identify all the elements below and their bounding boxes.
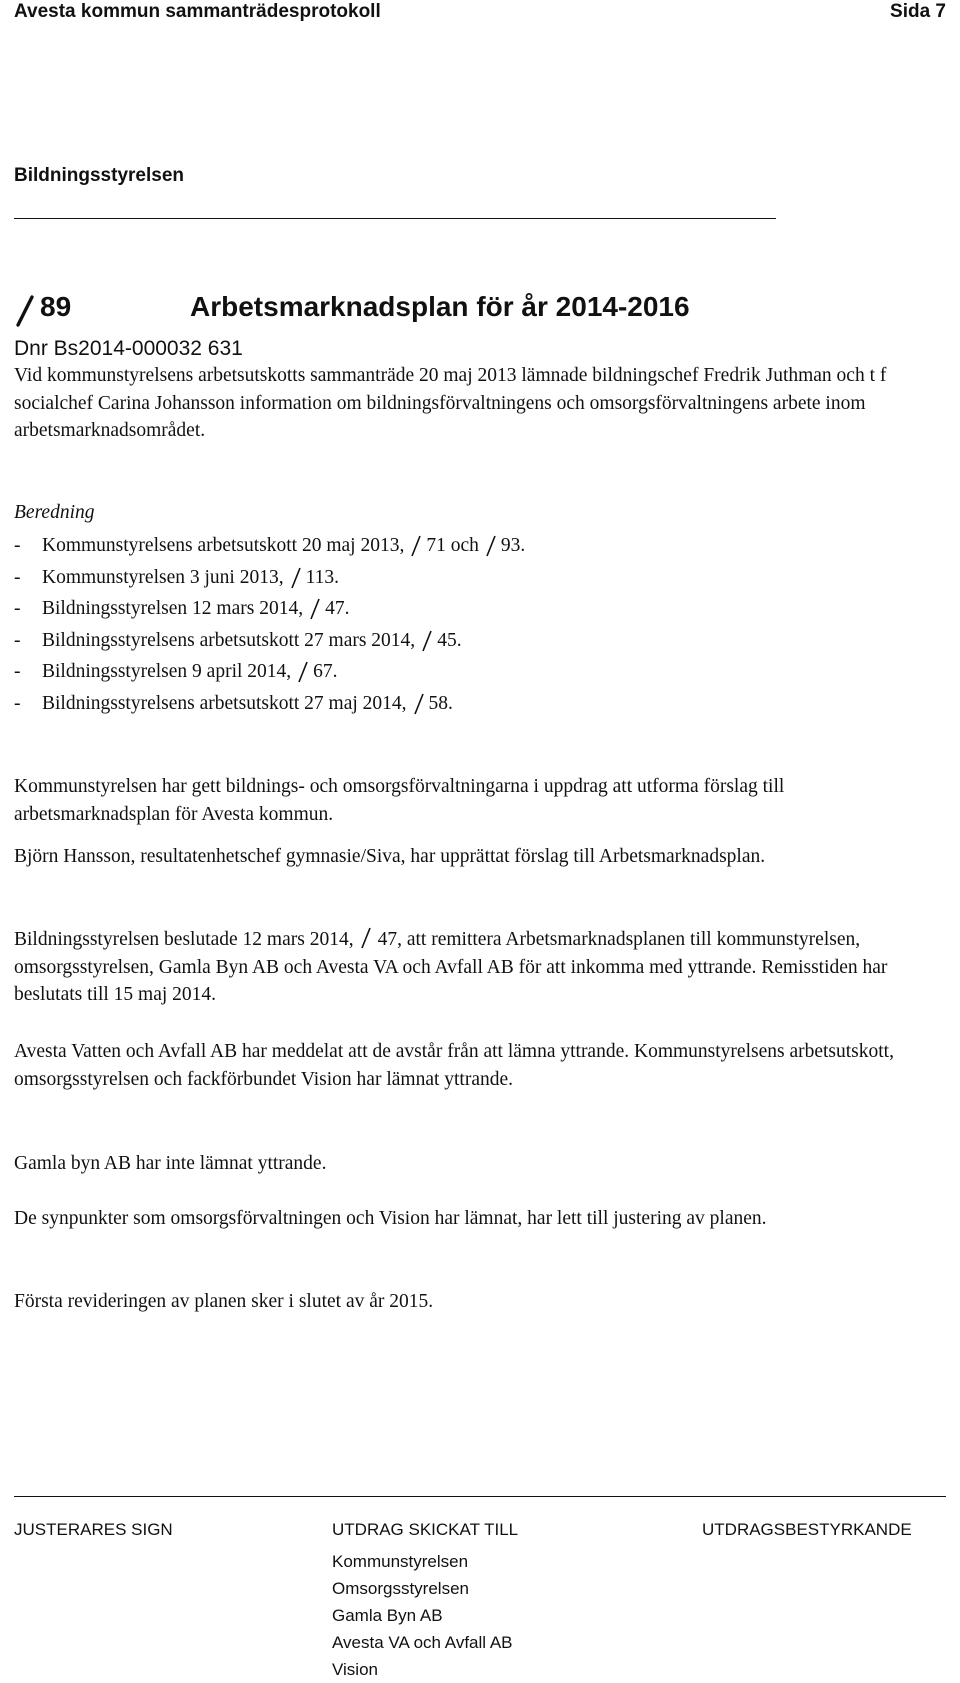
list-item: - Bildningsstyrelsen 9 april 2014, 67. bbox=[14, 661, 338, 682]
beredning-heading: Beredning bbox=[14, 502, 95, 523]
paragraph-symbol-icon bbox=[297, 661, 309, 683]
paragraph-symbol-icon bbox=[421, 630, 433, 652]
section-title: Arbetsmarknadsplan för år 2014-2016 bbox=[190, 291, 690, 322]
paragraph-responses: Avesta Vatten och Avfall AB har meddelat att de avstår från att lämna yttrande. Kommunstyrelsens arbetsutskott, omsorgsstyrelsen och fackförbundet Vision har lämnat yttrande. bbox=[14, 1041, 894, 1090]
paragraph-assignment: Kommunstyrelsen har gett bildnings- och omsorgsförvaltningarna i uppdrag att utforma förslag till arbetsmarknadsplan för Avesta kommun. bbox=[14, 776, 785, 825]
list-item: - Kommunstyrelsens arbetsutskott 20 maj 2013, 71 och 93. bbox=[14, 535, 526, 556]
list-item: - Bildningsstyrelsen 12 mars 2014, 47. bbox=[14, 598, 350, 619]
paragraph-symbol-icon bbox=[360, 927, 372, 949]
footer-divider bbox=[14, 1496, 946, 1497]
distribution-item: Omsorgsstyrelsen bbox=[332, 1579, 469, 1598]
page-header bbox=[14, 0, 946, 28]
page-number: Sida 7 bbox=[890, 1, 946, 22]
distribution-item: Vision bbox=[332, 1660, 378, 1679]
footer-utdrag-skickat-till: UTDRAG SKICKAT TILL bbox=[332, 1520, 519, 1539]
paragraph-symbol-icon bbox=[309, 598, 321, 620]
paragraph-symbol-icon bbox=[14, 295, 36, 327]
paragraph-adjustments: De synpunkter som omsorgsförvaltningen och Vision har lämnat, har lett till justering av planen. bbox=[14, 1208, 767, 1229]
paragraph-no-response: Gamla byn AB har inte lämnat yttrande. bbox=[14, 1153, 327, 1174]
list-item: - Kommunstyrelsen 3 juni 2013, 113. bbox=[14, 566, 339, 588]
beredning-list bbox=[14, 535, 525, 724]
document-title: Avesta kommun sammanträdesprotokoll bbox=[14, 1, 381, 22]
list-item: - Bildningsstyrelsens arbetsutskott 27 maj 2014, 58. bbox=[14, 692, 453, 714]
distribution-list bbox=[332, 1548, 513, 1683]
intro-paragraph: Vid kommunstyrelsens arbetsutskotts sammanträde 20 maj 2013 lämnade bildningschef Fredrik Juthman och t f socialchef Carina Johansson information om bildningsförvaltningens och omsorgsförvaltningens arbete inom arbetsmarknadsområdet. bbox=[14, 365, 887, 441]
footer-justerares-sign: JUSTERARES SIGN bbox=[14, 1520, 173, 1539]
footer-utdragsbestyrkande: UTDRAGSBESTYRKANDE bbox=[702, 1520, 912, 1539]
paragraph-symbol-icon bbox=[413, 693, 425, 715]
paragraph-decision: Bildningsstyrelsen beslutade 12 mars 2014, 47, att remittera Arbetsmarknadsplanen till kommunstyrelsen, omsorgsstyrelsen, Gamla Byn AB och Avesta VA och Avfall AB för att inkomma med yttrande. Remisstiden har beslutats till 15 maj 2014. bbox=[14, 929, 888, 1005]
paragraph-symbol-icon bbox=[290, 567, 302, 589]
board-divider bbox=[14, 218, 776, 219]
list-item: - Bildningsstyrelsens arbetsutskott 27 mars 2014, 45. bbox=[14, 629, 462, 651]
paragraph-revision: Första revideringen av planen sker i slutet av år 2015. bbox=[14, 1291, 434, 1312]
distribution-item: Kommunstyrelsen bbox=[332, 1552, 469, 1571]
diary-number: Dnr Bs2014-000032 631 bbox=[14, 337, 243, 360]
distribution-item: Avesta VA och Avfall AB bbox=[332, 1633, 513, 1652]
paragraph-proposal: Björn Hansson, resultatenhetschef gymnasie/Siva, har upprättat förslag till Arbetsmarknadsplan. bbox=[14, 846, 766, 867]
distribution-item: Gamla Byn AB bbox=[332, 1606, 443, 1625]
paragraph-symbol-icon bbox=[410, 535, 422, 557]
board-name: Bildningsstyrelsen bbox=[14, 165, 184, 186]
paragraph-symbol-icon bbox=[485, 535, 497, 557]
section-number: 89 bbox=[40, 291, 72, 322]
